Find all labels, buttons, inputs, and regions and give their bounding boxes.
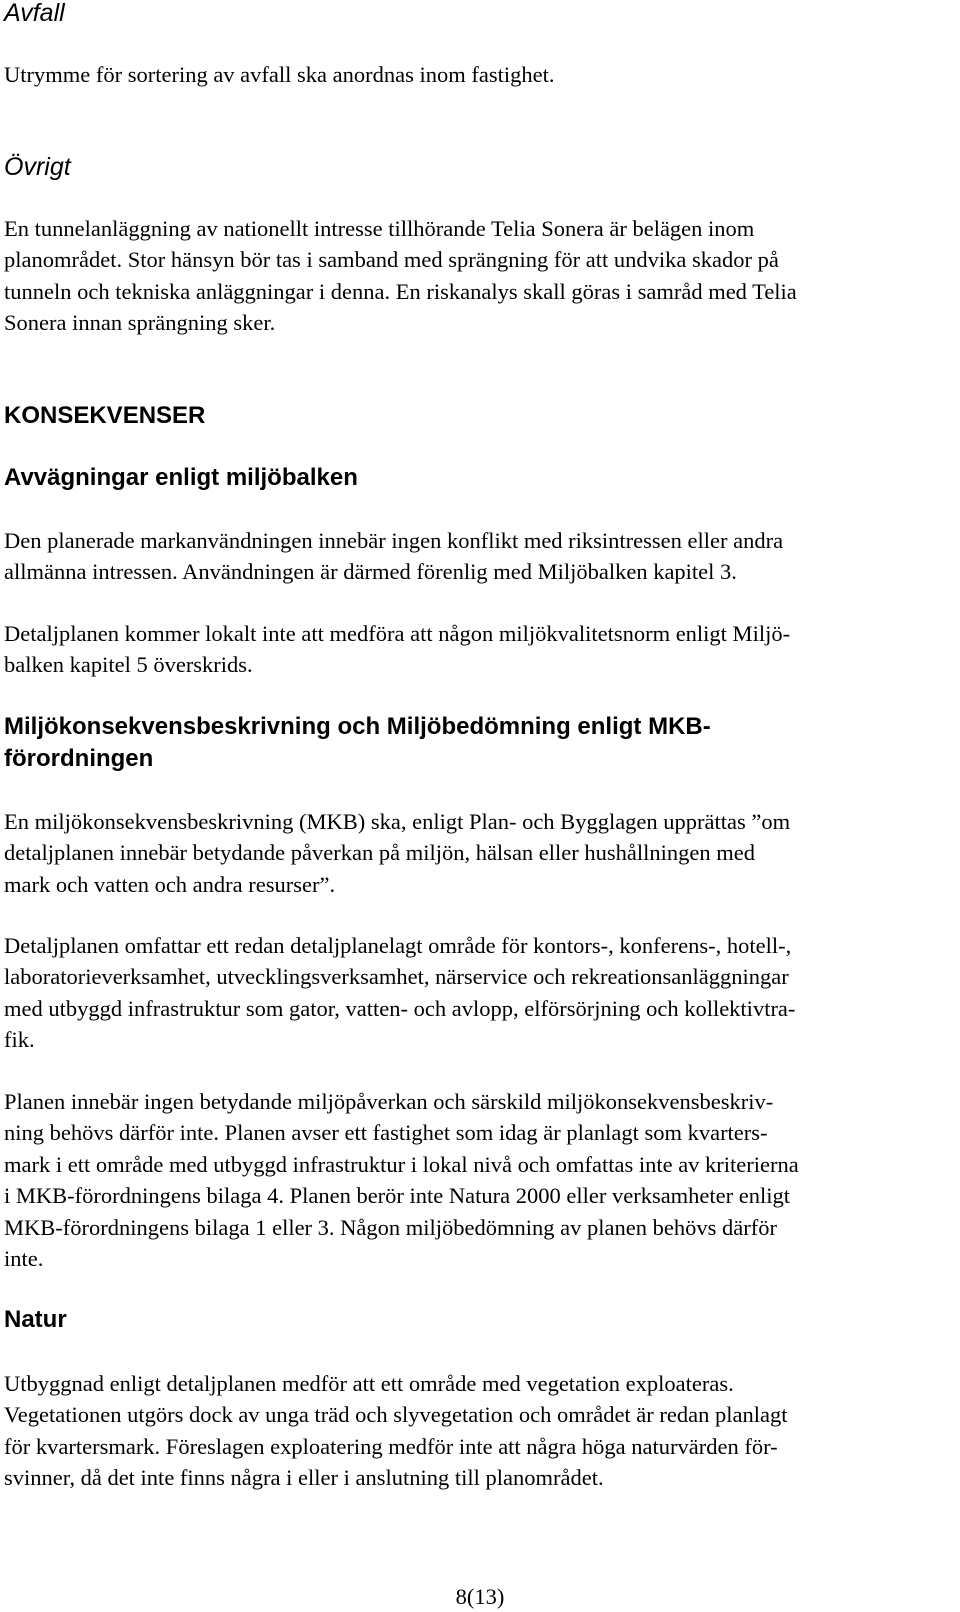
paragraph-mkb-2: Detaljplanen omfattar ett redan detaljplanelagt område för kontors-, konferens-, hotell-, laboratorieverksamhet, utvecklingsverksamhet, närservice och rekreationsanläggningar med utbyggd infrastruktur som gator, vatten- och avlopp, elförsörjning och kollektivtra- fik. bbox=[4, 933, 796, 1053]
paragraph-natur: Utbyggnad enligt detaljplanen medför att ett område med vegetation exploateras. Vegetationen utgörs dock av unga träd och slyvegetation och området är redan planlagt för kvartersmark. Föreslagen exploatering medför inte att några höga naturvärden för- svinner, då det inte finns några i eller i anslutning till planområdet. bbox=[4, 1371, 788, 1491]
paragraph-ovrigt: En tunnelanläggning av nationellt intresse tillhörande Telia Sonera är belägen inom planområdet. Stor hänsyn bör tas i samband med sprängning för att undvika skador på tunneln och tekniska anläggningar i denna. En riskanalys skall göras i samråd med Telia Sonera innan sprängning sker. bbox=[4, 216, 797, 336]
paragraph-avvagningar-1: Den planerade markanvändningen innebär ingen konflikt med riksintressen eller andra allmänna intressen. Användningen är därmed förenlig med Miljöbalken kapitel 3. bbox=[4, 528, 784, 585]
heading-avvagningar: Avvägningar enligt miljöbalken bbox=[4, 464, 358, 491]
heading-ovrigt: Övrigt bbox=[4, 153, 71, 181]
heading-konsekvenser: KONSEKVENSER bbox=[4, 402, 206, 429]
page-number: 8(13) bbox=[455, 1584, 505, 1609]
heading-mkb: Miljökonsekvensbeskrivning och Miljöbedömning enligt MKB- förordningen bbox=[4, 713, 711, 772]
paragraph-mkb-1: En miljökonsekvensbeskrivning (MKB) ska, enligt Plan- och Bygglagen upprättas ”om detaljplanen innebär betydande påverkan på miljön, hälsan eller hushållningen med mark och vatten och andra resurser”. bbox=[4, 809, 791, 897]
paragraph-avfall: Utrymme för sortering av avfall ska anordnas inom fastighet. bbox=[4, 62, 555, 87]
heading-natur: Natur bbox=[4, 1306, 67, 1333]
heading-avfall: Avfall bbox=[4, 0, 65, 27]
paragraph-mkb-3: Planen innebär ingen betydande miljöpåverkan och särskild miljökonsekvensbeskriv- ning behövs därför inte. Planen avser ett fastighet som idag är planlagt som kvarters- mark i ett område med utbyggd infrastruktur i lokal nivå och omfattas inte av kriterierna i MKB-förordningens bilaga 4. Planen berör inte Natura 2000 eller verksamheter enligt MKB-förordningens bilaga 1 eller 3. Någon miljöbedömning av planen behövs därför inte. bbox=[4, 1089, 799, 1272]
paragraph-avvagningar-2: Detaljplanen kommer lokalt inte att medföra att någon miljökvalitetsnorm enligt Miljö- balken kapitel 5 överskrids. bbox=[4, 621, 791, 678]
